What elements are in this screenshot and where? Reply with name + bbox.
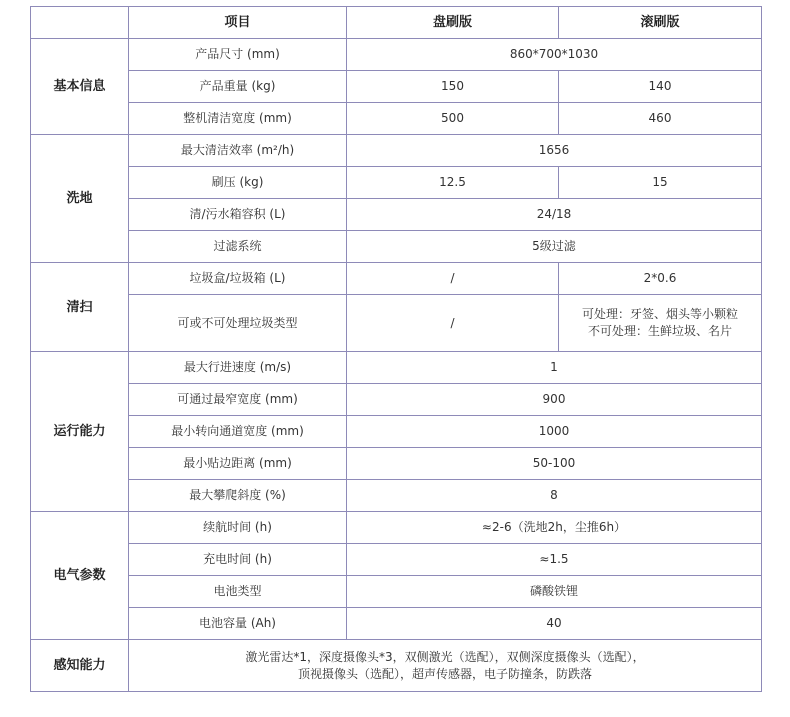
table-row [31,608,762,640]
item-label: 产品重量 (kg) [129,71,347,103]
table-row [31,576,762,608]
value-shared: 磷酸铁锂 [347,576,762,608]
header-roller: 滚刷版 [559,7,762,39]
item-label: 最小贴边距离 (mm) [129,448,347,480]
value-shared: 8 [347,480,762,512]
header-disc: 盘刷版 [347,7,559,39]
table-row [31,448,762,480]
item-label: 过滤系统 [129,231,347,263]
value-roller: 15 [559,167,762,199]
spec-table [30,6,762,692]
sensing-line: 激光雷达*1，深度摄像头*3，双侧激光（选配），双侧深度摄像头（选配）， [245,649,645,664]
value-disc: 500 [347,103,559,135]
header-row [31,7,762,39]
value-sensing [129,640,762,692]
value-roller: 460 [559,103,762,135]
sensing-line: 顶视摄像头（选配），超声传感器，电子防撞条，防跌落 [297,666,592,681]
item-label: 最大攀爬斜度 (%) [129,480,347,512]
item-label: 电池容量 (Ah) [129,608,347,640]
category-electric: 电气参数 [31,512,129,640]
value-roller-line: 可处理：牙签、烟头等小颗粒 [581,307,738,321]
table-row [31,199,762,231]
value-shared: ≈1.5 [347,544,762,576]
category-basic: 基本信息 [31,39,129,135]
value-shared: ≈2-6（洗地2h，尘推6h） [347,512,762,544]
item-label: 可或不可处理垃圾类型 [129,295,347,352]
value-roller-multiline [559,295,762,352]
table-row [31,512,762,544]
item-label: 刷压 (kg) [129,167,347,199]
table-row [31,103,762,135]
table-row [31,71,762,103]
table-row [31,480,762,512]
value-roller-line: 不可处理：生鲜垃圾、名片 [587,324,732,338]
header-item: 项目 [129,7,347,39]
table-row [31,416,762,448]
category-wash: 洗地 [31,135,129,263]
value-shared: 40 [347,608,762,640]
item-label: 续航时间 (h) [129,512,347,544]
value-roller: 140 [559,71,762,103]
item-label: 最小转向通道宽度 (mm) [129,416,347,448]
table-row [31,135,762,167]
table-row [31,544,762,576]
value-shared: 1000 [347,416,762,448]
value-disc: / [347,295,559,352]
value-shared: 860*700*1030 [347,39,762,71]
item-label: 最大行进速度 (m/s) [129,352,347,384]
item-label: 充电时间 (h) [129,544,347,576]
table-row [31,640,762,692]
value-disc: 150 [347,71,559,103]
category-motion: 运行能力 [31,352,129,512]
value-disc: / [347,263,559,295]
category-sensing: 感知能力 [31,640,129,692]
value-shared: 1656 [347,135,762,167]
value-shared: 900 [347,384,762,416]
table-row [31,39,762,71]
value-shared: 1 [347,352,762,384]
value-roller: 2*0.6 [559,263,762,295]
table-row [31,167,762,199]
value-shared: 5级过滤 [347,231,762,263]
table-row [31,231,762,263]
header-empty [31,7,129,39]
value-disc: 12.5 [347,167,559,199]
item-label: 整机清洁宽度 (mm) [129,103,347,135]
item-label: 清/污水箱容积 (L) [129,199,347,231]
table-row [31,352,762,384]
category-sweep: 清扫 [31,263,129,352]
item-label: 电池类型 [129,576,347,608]
item-label: 垃圾盒/垃圾箱 (L) [129,263,347,295]
value-shared: 24/18 [347,199,762,231]
table-row [31,384,762,416]
value-shared: 50-100 [347,448,762,480]
item-label: 产品尺寸 (mm) [129,39,347,71]
item-label: 最大清洁效率 (m²/h) [129,135,347,167]
table-row [31,295,762,352]
item-label: 可通过最窄宽度 (mm) [129,384,347,416]
table-row [31,263,762,295]
